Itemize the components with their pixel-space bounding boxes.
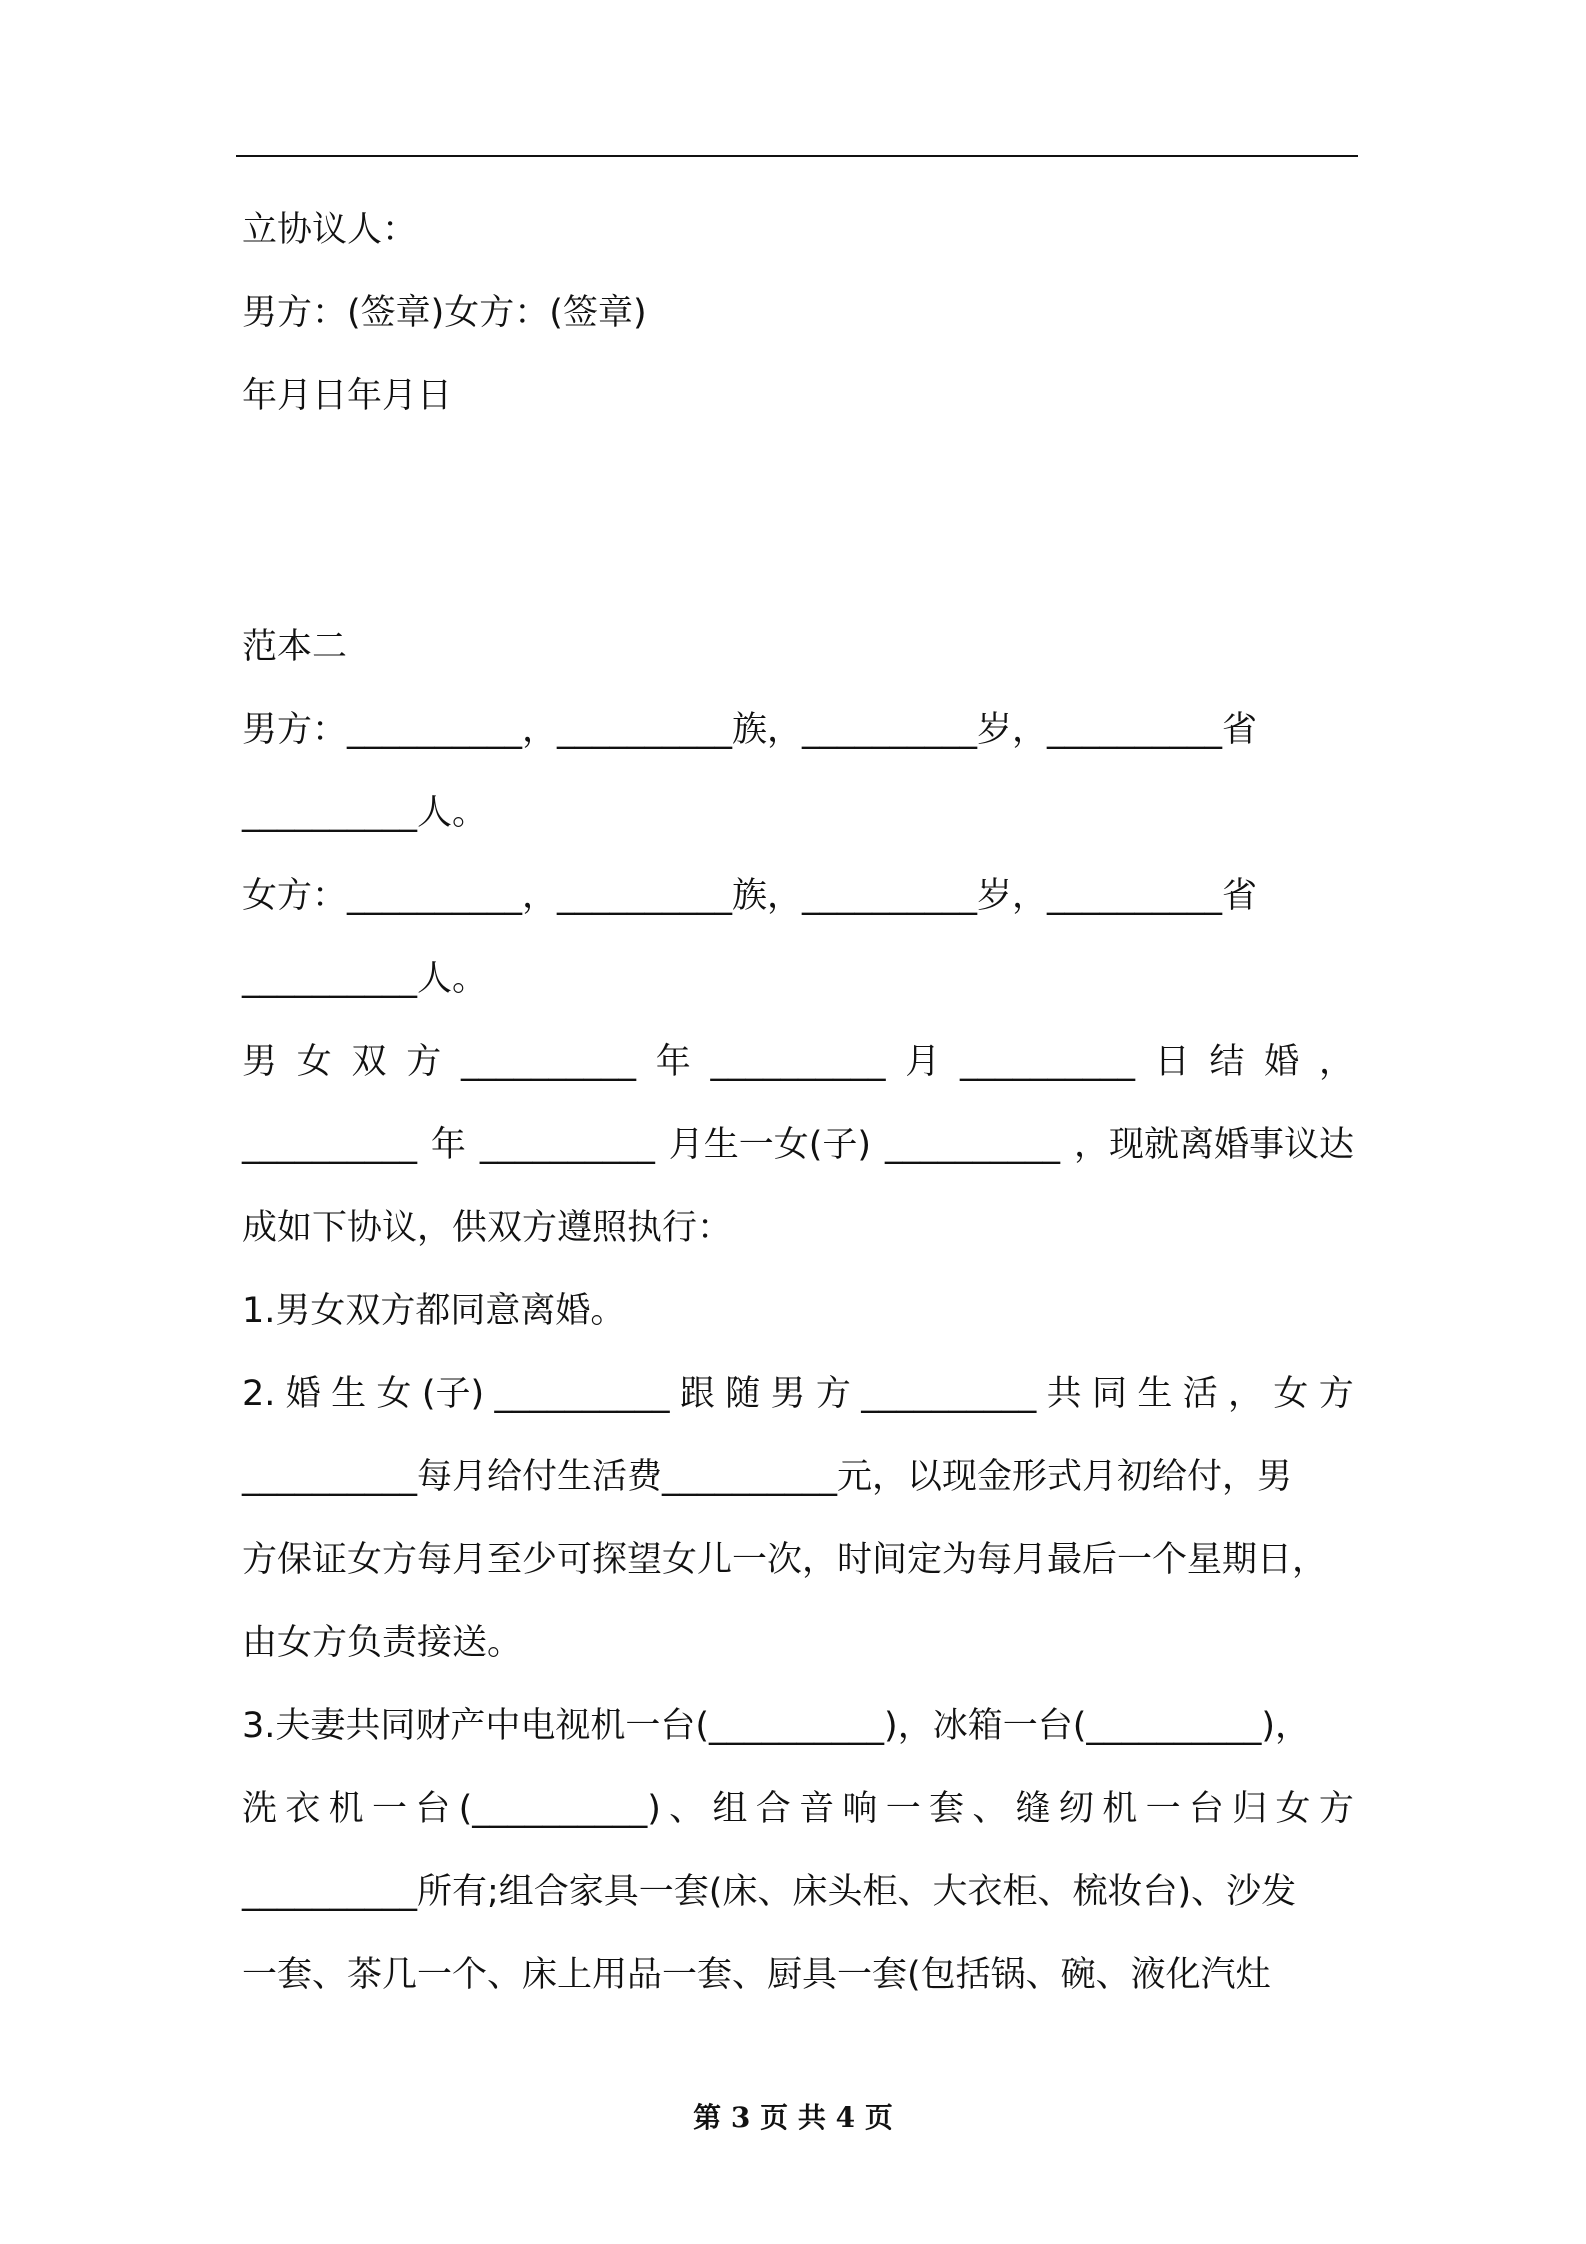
page-number-footer: 第 3 页 共 4 页: [693, 2101, 893, 2134]
paragraph-line: 女方：__________，__________族，__________岁，__________省: [242, 876, 1258, 916]
text-run: 女: [296, 1042, 332, 1082]
text-run: 同: [1091, 1374, 1127, 1414]
text-run: __________: [494, 1374, 670, 1414]
text-run: (子): [421, 1374, 485, 1414]
text-run: 日: [1154, 1042, 1190, 1082]
text-run: __________: [479, 1125, 655, 1165]
text-run: 组: [712, 1789, 748, 1829]
text-run: 方: [1318, 1374, 1354, 1414]
text-run: 随: [725, 1374, 761, 1414]
text-run: ，现就离婚事议达: [1073, 1125, 1354, 1165]
text-run: 缝: [1015, 1789, 1051, 1829]
text-run: 年: [430, 1125, 466, 1165]
header-rule: [236, 155, 1358, 157]
paragraph-line: 成如下协议，供双方遵照执行：: [242, 1208, 733, 1248]
text-run: 台: [1188, 1789, 1224, 1829]
text-run: 生: [331, 1374, 367, 1414]
paragraph-line: __________每月给付生活费__________元，以现金形式月初给付，男: [242, 1457, 1293, 1497]
text-run: 机: [1102, 1789, 1138, 1829]
signatories-heading: 立协议人：: [242, 210, 418, 250]
text-run: 月生一女(子): [668, 1125, 872, 1165]
date-line: 年月日年月日: [242, 376, 453, 416]
text-run: 洗: [242, 1789, 278, 1829]
text-run: __________: [710, 1042, 886, 1082]
text-run: 活: [1182, 1374, 1218, 1414]
text-run: 台: [415, 1789, 451, 1829]
text-run: 男: [242, 1042, 278, 1082]
paragraph-line: [242, 1787, 1354, 1831]
text-run: 方: [1318, 1789, 1354, 1829]
paragraph-line: __________所有;组合家具一套(床、床头柜、大衣柜、梳妆台)、沙发: [242, 1872, 1297, 1912]
text-run: 方: [815, 1374, 851, 1414]
text-run: 跟: [679, 1374, 715, 1414]
text-run: 双: [351, 1042, 387, 1082]
text-run: 婚: [1264, 1042, 1300, 1082]
paragraph-line: __________人。: [242, 793, 488, 833]
text-run: 衣: [285, 1789, 321, 1829]
paragraph-line: 3.夫妻共同财产中电视机一台(__________)，冰箱一台(__________)，: [242, 1706, 1311, 1746]
text-run: 年: [655, 1042, 691, 1082]
paragraph-line: 一套、茶几一个、床上用品一套、厨具一套(包括锅、碗、液化汽灶: [242, 1955, 1271, 1995]
text-run: ，: [1228, 1374, 1264, 1414]
text-run: 一: [371, 1789, 407, 1829]
text-run: ，: [1318, 1042, 1354, 1082]
paragraph-line: [242, 1040, 1354, 1084]
text-run: 归: [1232, 1789, 1268, 1829]
text-run: 婚: [285, 1374, 321, 1414]
text-run: 套: [929, 1789, 965, 1829]
paragraph-line: [242, 1372, 1354, 1416]
paragraph-line: 方保证女方每月至少可探望女儿一次，时间定为每月最后一个星期日，: [242, 1540, 1328, 1580]
text-run: 2.: [242, 1374, 276, 1414]
text-run: 女: [1273, 1374, 1309, 1414]
text-run: 一: [1145, 1789, 1181, 1829]
text-run: 纫: [1058, 1789, 1094, 1829]
text-run: 一: [885, 1789, 921, 1829]
paragraph-line: [242, 1123, 1354, 1167]
text-run: 生: [1137, 1374, 1173, 1414]
signature-line: 男方：(签章)女方：(签章): [242, 293, 647, 333]
text-run: 、: [669, 1789, 705, 1829]
text-run: __________: [885, 1125, 1061, 1165]
paragraph-line: 由女方负责接送。: [242, 1623, 523, 1663]
text-run: 月: [905, 1042, 941, 1082]
section-title: 范本二: [242, 627, 348, 667]
text-run: 女: [1275, 1789, 1311, 1829]
paragraph-line: 男方：__________，__________族，__________岁，__________省: [242, 710, 1258, 750]
text-run: 合: [755, 1789, 791, 1829]
text-run: (__________): [458, 1789, 661, 1829]
text-run: 响: [842, 1789, 878, 1829]
text-run: 机: [328, 1789, 364, 1829]
text-run: 女: [376, 1374, 412, 1414]
text-run: 、: [972, 1789, 1008, 1829]
text-run: 音: [799, 1789, 835, 1829]
text-run: 男: [770, 1374, 806, 1414]
paragraph-line: 1.男女双方都同意离婚。: [242, 1291, 626, 1331]
text-run: 共: [1046, 1374, 1082, 1414]
text-run: 方: [406, 1042, 442, 1082]
text-run: __________: [242, 1125, 417, 1165]
text-run: __________: [959, 1042, 1135, 1082]
text-run: __________: [461, 1042, 636, 1082]
text-run: 结: [1209, 1042, 1245, 1082]
paragraph-line: __________人。: [242, 959, 488, 999]
text-run: __________: [861, 1374, 1037, 1414]
